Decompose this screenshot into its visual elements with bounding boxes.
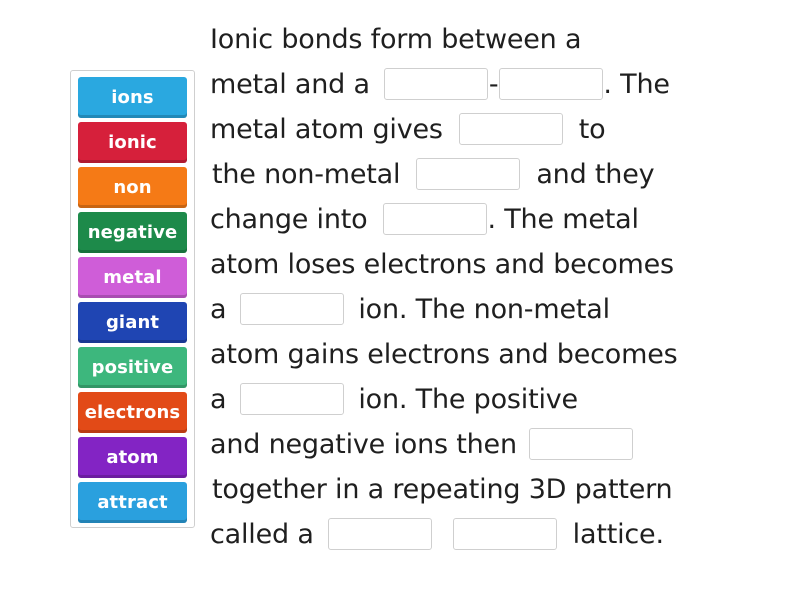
answer-blank-10[interactable]	[453, 518, 557, 550]
sentence-line	[210, 109, 605, 149]
sentence-line	[210, 424, 633, 464]
answer-blank-7[interactable]	[240, 383, 344, 415]
answer-blank-1[interactable]	[384, 68, 488, 100]
sentence-text: a	[210, 383, 227, 415]
sentence-text: -	[488, 68, 499, 100]
answer-blank-5[interactable]	[383, 203, 487, 235]
sentence-text: atom gains electrons and becomes	[210, 338, 678, 370]
answer-blank-4[interactable]	[416, 158, 520, 190]
sentence-text: ion. The positive	[358, 383, 578, 415]
word-chip-electrons[interactable]: electrons	[78, 392, 187, 433]
word-chip-attract[interactable]: attract	[78, 482, 187, 523]
sentence-text: metal atom gives	[210, 113, 443, 145]
word-chip-non[interactable]: non	[78, 167, 187, 208]
sentence-text: the non-metal	[212, 158, 401, 190]
answer-blank-6[interactable]	[240, 293, 344, 325]
sentence-text: called a	[210, 518, 314, 550]
word-chip-atom[interactable]: atom	[78, 437, 187, 478]
sentence-line	[210, 64, 670, 104]
answer-blank-8[interactable]	[529, 428, 633, 460]
sentence-text: Ionic bonds form between a	[210, 23, 582, 55]
sentence-line	[210, 514, 664, 554]
answer-blank-2[interactable]	[499, 68, 603, 100]
sentence-text: . The	[603, 68, 670, 100]
sentence-text: to	[578, 113, 606, 145]
sentence-text: lattice.	[572, 518, 664, 550]
answer-blank-9[interactable]	[328, 518, 432, 550]
sentence-line	[210, 379, 578, 419]
answer-blank-3[interactable]	[459, 113, 563, 145]
sentence-line	[210, 289, 610, 329]
word-chip-ionic[interactable]: ionic	[78, 122, 187, 163]
word-bank	[70, 70, 195, 528]
sentence-text: . The metal	[487, 203, 639, 235]
word-chip-metal[interactable]: metal	[78, 257, 187, 298]
word-chip-positive[interactable]: positive	[78, 347, 187, 388]
sentence-text: and they	[536, 158, 655, 190]
sentence-line	[212, 154, 654, 194]
sentence-line	[212, 469, 672, 509]
word-chip-ions[interactable]: ions	[78, 77, 187, 118]
sentence-text: together in a repeating 3D pattern	[212, 473, 673, 505]
sentence-text: change into	[210, 203, 368, 235]
sentence-line	[210, 19, 581, 59]
sentence-line	[210, 244, 674, 284]
sentence-text: metal and a	[210, 68, 370, 100]
sentence-text: and negative ions then	[210, 428, 517, 460]
sentence-text: atom loses electrons and becomes	[210, 248, 674, 280]
sentence-line	[210, 199, 639, 239]
word-chip-negative[interactable]: negative	[78, 212, 187, 253]
sentence-text: ion. The non-metal	[358, 293, 610, 325]
sentence-line	[210, 334, 678, 374]
sentence-text: a	[210, 293, 227, 325]
word-chip-giant[interactable]: giant	[78, 302, 187, 343]
